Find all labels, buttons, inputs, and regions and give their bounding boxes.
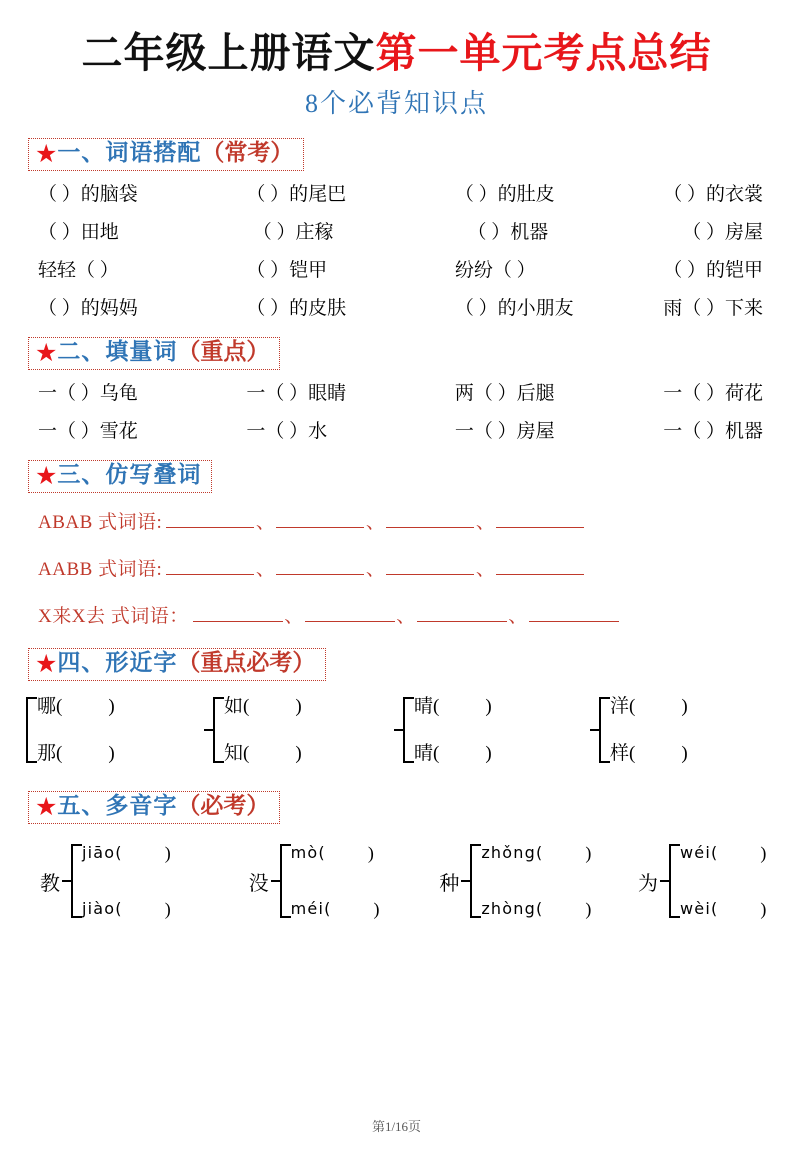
paren-close[interactable]: ) bbox=[373, 899, 380, 920]
section-2-number: 二、 bbox=[57, 339, 106, 365]
poly-group-wei bbox=[638, 844, 787, 918]
section-4-note: （重点必考） bbox=[177, 650, 316, 676]
paren-close[interactable]: ) bbox=[485, 696, 492, 718]
answer-blank[interactable] bbox=[276, 514, 364, 528]
list-item: （ ）机器 bbox=[467, 222, 549, 244]
list-item: 纷纷（ ） bbox=[454, 260, 536, 282]
paren-close[interactable]: ) bbox=[295, 743, 302, 765]
section-5-number: 五、 bbox=[57, 793, 106, 819]
list-item bbox=[481, 844, 591, 862]
pinyin: zhòng( bbox=[481, 899, 544, 919]
table-row bbox=[0, 223, 793, 242]
paren-close[interactable]: ) bbox=[585, 843, 592, 864]
list-item bbox=[291, 900, 380, 918]
paren-close[interactable]: ) bbox=[108, 696, 115, 718]
section-2-title: 填量词 bbox=[105, 339, 178, 365]
separator: 、 bbox=[508, 606, 528, 628]
list-item bbox=[610, 744, 688, 763]
section-2 bbox=[0, 337, 793, 441]
brace-group-1 bbox=[26, 697, 204, 763]
character: 晴 bbox=[414, 696, 434, 718]
character: 知 bbox=[224, 743, 244, 765]
page-footer bbox=[0, 1116, 793, 1135]
list-item: 一（ ）房屋 bbox=[454, 421, 555, 443]
separator: 、 bbox=[255, 512, 275, 534]
answer-blank[interactable] bbox=[276, 561, 364, 575]
list-item: 一（ ）水 bbox=[246, 421, 328, 443]
character: 没 bbox=[248, 872, 269, 895]
list-item: （ ）的皮肤 bbox=[246, 298, 347, 320]
paren-open: ( bbox=[56, 743, 63, 765]
pinyin: wéi( bbox=[680, 843, 719, 863]
star-icon: ★ bbox=[35, 463, 58, 491]
section-5-title: 多音字 bbox=[105, 793, 178, 819]
character: 洋 bbox=[610, 696, 630, 718]
pinyin: mò( bbox=[290, 843, 326, 863]
separator: 、 bbox=[365, 559, 385, 581]
paren-open: ( bbox=[243, 743, 250, 765]
poly-group-jiao bbox=[40, 844, 249, 918]
paren-close[interactable]: ) bbox=[681, 743, 688, 765]
list-item: （ ）铠甲 bbox=[246, 260, 328, 282]
section-3-lines bbox=[0, 507, 793, 628]
character: 晴 bbox=[414, 743, 434, 765]
list-item bbox=[414, 697, 492, 716]
brace-stem bbox=[62, 880, 71, 882]
brace-icon bbox=[213, 697, 224, 763]
poly-group-zhong bbox=[439, 844, 638, 918]
brace-icon bbox=[280, 844, 291, 918]
list-item: （ ）房屋 bbox=[682, 222, 764, 244]
list-item: 雨（ ）下来 bbox=[663, 298, 763, 320]
list-item bbox=[82, 900, 171, 918]
worksheet-page bbox=[0, 30, 793, 1152]
list-item bbox=[37, 697, 115, 716]
list-item: （ ）的铠甲 bbox=[663, 260, 763, 282]
answer-blank[interactable] bbox=[166, 514, 254, 528]
brace-stem bbox=[204, 729, 213, 731]
near-form-characters-row bbox=[0, 697, 793, 763]
paren-close[interactable]: ) bbox=[164, 843, 171, 864]
section-5 bbox=[0, 791, 793, 918]
paren-close[interactable]: ) bbox=[485, 743, 492, 765]
answer-blank[interactable] bbox=[166, 561, 254, 575]
list-item bbox=[680, 900, 766, 918]
fill-label: ABAB 式词语: bbox=[38, 512, 163, 534]
fill-line-aabb bbox=[0, 554, 793, 581]
list-item bbox=[414, 744, 492, 763]
paren-open: ( bbox=[629, 743, 636, 765]
section-3-header bbox=[28, 460, 212, 493]
separator: 、 bbox=[475, 559, 495, 581]
section-4-title: 形近字 bbox=[105, 650, 178, 676]
title-red-part: 第一单元考点总结 bbox=[375, 29, 712, 77]
page-title-block bbox=[0, 30, 793, 120]
character: 如 bbox=[224, 696, 244, 718]
pinyin: zhǒng( bbox=[481, 843, 544, 863]
paren-open: ( bbox=[433, 743, 440, 765]
paren-close[interactable]: ) bbox=[367, 843, 374, 864]
brace-stem bbox=[394, 729, 403, 731]
separator: 、 bbox=[365, 512, 385, 534]
list-item: （ ）的妈妈 bbox=[38, 298, 138, 320]
star-icon: ★ bbox=[35, 141, 58, 169]
brace-icon bbox=[71, 844, 82, 918]
paren-open: ( bbox=[243, 696, 250, 718]
list-item bbox=[291, 844, 380, 862]
section-3-number: 三、 bbox=[57, 462, 106, 488]
star-icon: ★ bbox=[35, 651, 58, 679]
paren-close[interactable]: ) bbox=[585, 899, 592, 920]
list-item bbox=[224, 744, 302, 763]
list-item bbox=[224, 697, 302, 716]
list-item: （ ）的衣裳 bbox=[663, 184, 763, 206]
section-1 bbox=[0, 138, 793, 318]
character: 教 bbox=[40, 872, 60, 895]
pinyin: wèi( bbox=[680, 899, 719, 919]
fill-label: AABB 式词语: bbox=[38, 559, 163, 581]
pinyin: jiāo( bbox=[82, 843, 123, 863]
answer-blank[interactable] bbox=[496, 514, 584, 528]
section-1-number: 一、 bbox=[57, 140, 106, 166]
list-item bbox=[82, 844, 171, 862]
list-item: 一（ ）荷花 bbox=[663, 383, 763, 405]
table-row bbox=[0, 384, 793, 403]
separator: 、 bbox=[475, 512, 495, 534]
answer-blank[interactable] bbox=[386, 561, 474, 575]
character: 为 bbox=[638, 872, 658, 895]
section-1-title: 词语搭配 bbox=[105, 140, 202, 166]
brace-stem bbox=[590, 729, 599, 731]
paren-close[interactable]: ) bbox=[760, 843, 767, 864]
brace-stem bbox=[461, 880, 470, 882]
list-item: （ ）田地 bbox=[38, 222, 119, 244]
section-5-header bbox=[28, 791, 280, 824]
answer-blank[interactable] bbox=[193, 608, 283, 622]
character: 那 bbox=[37, 743, 57, 765]
character: 样 bbox=[610, 743, 630, 765]
list-item: 一（ ）乌龟 bbox=[38, 383, 138, 405]
list-item: 一（ ）雪花 bbox=[38, 421, 138, 443]
table-row bbox=[0, 422, 793, 441]
answer-blank[interactable] bbox=[417, 608, 507, 622]
paren-open: ( bbox=[433, 696, 440, 718]
fill-label: X来X去 式词语： bbox=[38, 606, 189, 628]
brace-icon bbox=[470, 844, 481, 918]
answer-blank[interactable] bbox=[305, 608, 395, 622]
title-black-part: 二年级上册语文 bbox=[81, 29, 376, 77]
paren-open: ( bbox=[629, 696, 636, 718]
section-2-rows bbox=[0, 384, 793, 441]
section-4-number: 四、 bbox=[57, 650, 106, 676]
list-item: 一（ ）眼睛 bbox=[246, 383, 347, 405]
star-icon: ★ bbox=[35, 794, 58, 822]
section-5-note: （必考） bbox=[177, 793, 270, 819]
answer-blank[interactable] bbox=[496, 561, 584, 575]
brace-stem bbox=[271, 880, 280, 882]
paren-close[interactable]: ) bbox=[681, 696, 688, 718]
pinyin: méi( bbox=[290, 899, 332, 919]
section-1-header bbox=[28, 138, 304, 171]
table-row bbox=[0, 299, 793, 318]
page-number: 第1/16页 bbox=[371, 1119, 422, 1134]
list-item bbox=[481, 900, 591, 918]
fill-line-abab bbox=[0, 507, 793, 534]
list-item: （ ）的小朋友 bbox=[454, 298, 574, 320]
polyphonic-characters-row bbox=[0, 844, 793, 918]
answer-blank[interactable] bbox=[386, 514, 474, 528]
brace-icon bbox=[669, 844, 680, 918]
table-row bbox=[0, 261, 793, 280]
separator: 、 bbox=[396, 606, 416, 628]
section-1-rows bbox=[0, 185, 793, 318]
page-title bbox=[0, 30, 793, 77]
brace-icon bbox=[599, 697, 610, 763]
brace-icon bbox=[403, 697, 414, 763]
section-4 bbox=[0, 648, 793, 763]
answer-blank[interactable] bbox=[529, 608, 619, 622]
paren-close[interactable]: ) bbox=[295, 696, 302, 718]
separator: 、 bbox=[284, 606, 304, 628]
star-icon: ★ bbox=[35, 340, 58, 368]
poly-group-mo bbox=[249, 844, 440, 918]
paren-open: ( bbox=[56, 696, 63, 718]
list-item: （ ）的肚皮 bbox=[454, 184, 555, 206]
character: 哪 bbox=[37, 696, 57, 718]
section-3-title: 仿写叠词 bbox=[105, 462, 202, 488]
section-3 bbox=[0, 460, 793, 628]
list-item bbox=[37, 744, 115, 763]
list-item: （ ）庄稼 bbox=[252, 222, 334, 244]
page-subtitle: 8个必背知识点 bbox=[304, 89, 488, 119]
brace-group-2 bbox=[204, 697, 394, 763]
list-item: （ ）的尾巴 bbox=[246, 184, 347, 206]
section-2-header bbox=[28, 337, 280, 370]
section-2-note: （重点） bbox=[177, 339, 270, 365]
brace-group-4 bbox=[590, 697, 760, 763]
list-item bbox=[610, 697, 688, 716]
brace-icon bbox=[26, 697, 37, 763]
pinyin: jiào( bbox=[82, 899, 123, 919]
section-4-header bbox=[28, 648, 326, 681]
brace-group-3 bbox=[394, 697, 590, 763]
list-item: 两（ ）后腿 bbox=[454, 383, 555, 405]
table-row bbox=[0, 185, 793, 204]
section-1-note: （常考） bbox=[201, 140, 294, 166]
fill-line-xlaixqu bbox=[0, 601, 793, 628]
list-item: 轻轻（ ） bbox=[38, 260, 119, 282]
paren-close[interactable]: ) bbox=[760, 899, 767, 920]
paren-close[interactable]: ) bbox=[164, 899, 171, 920]
paren-close[interactable]: ) bbox=[108, 743, 115, 765]
list-item bbox=[680, 844, 766, 862]
list-item: 一（ ）机器 bbox=[663, 421, 763, 443]
separator: 、 bbox=[255, 559, 275, 581]
list-item: （ ）的脑袋 bbox=[38, 184, 138, 206]
brace-stem bbox=[660, 880, 669, 882]
character: 种 bbox=[439, 872, 460, 895]
